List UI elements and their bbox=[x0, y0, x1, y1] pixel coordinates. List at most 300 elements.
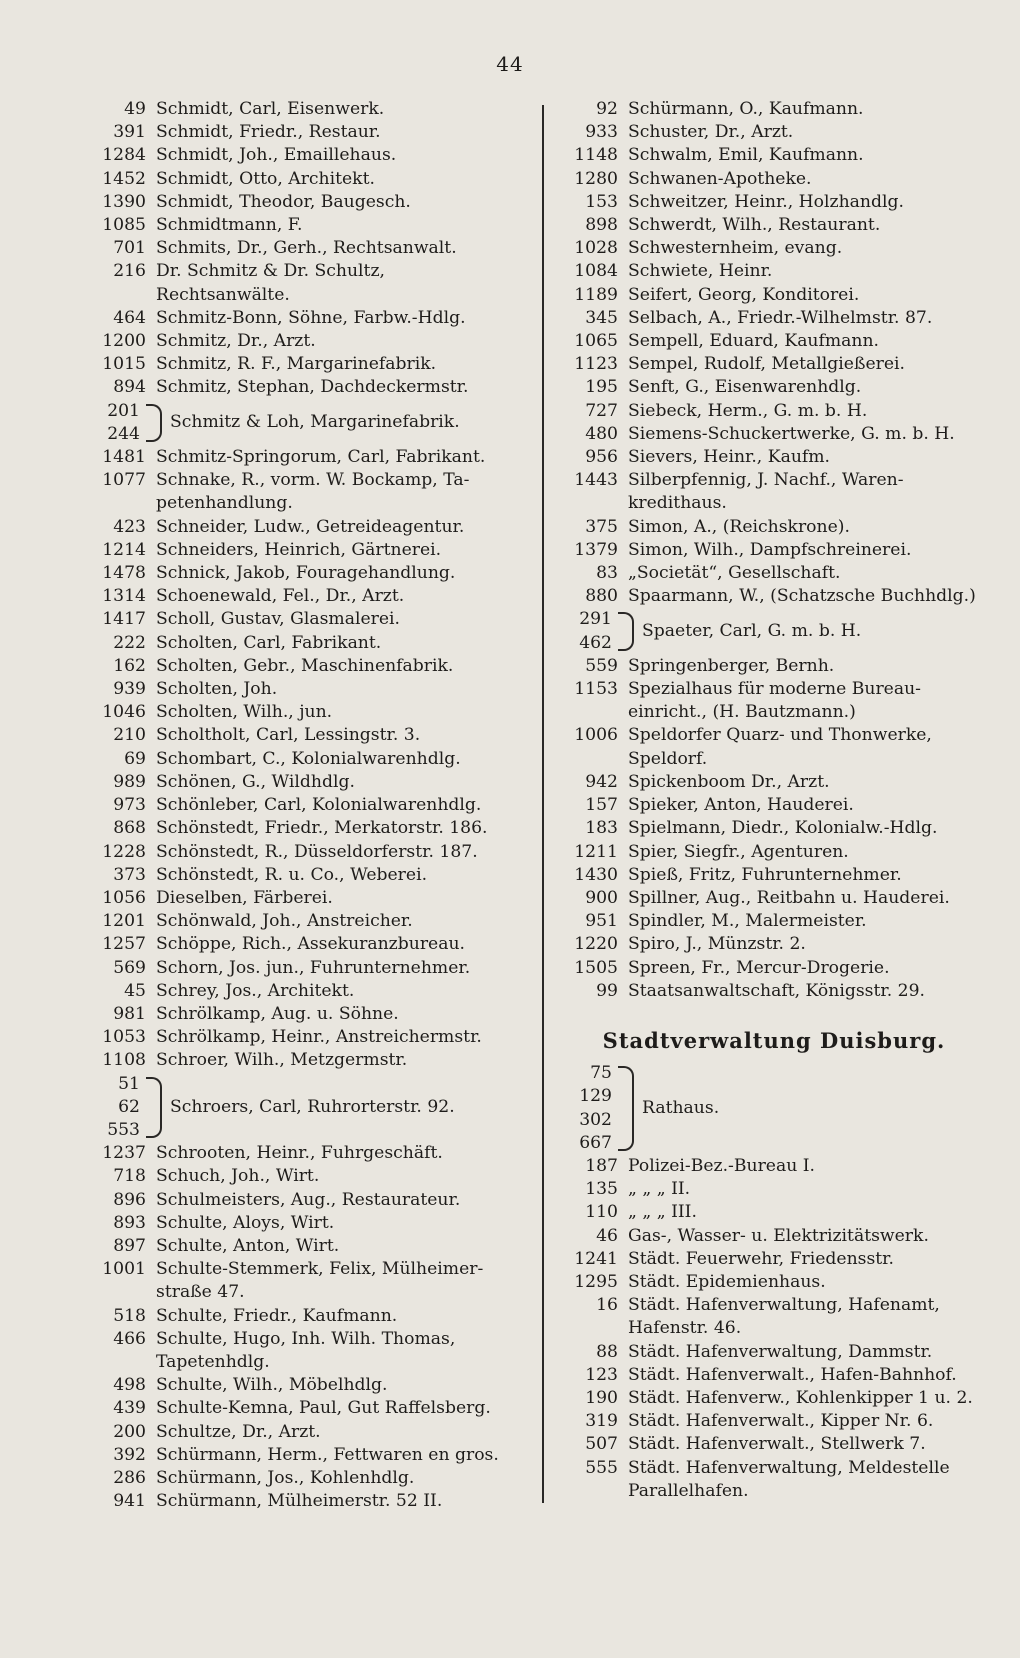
entry-number: 1228 bbox=[102, 841, 146, 862]
entry-number: 941 bbox=[113, 1491, 146, 1512]
entry-text: Spezialhaus für moderne Bureau- bbox=[628, 679, 921, 700]
entry bbox=[78, 655, 536, 678]
entry bbox=[78, 957, 536, 980]
entry-number: 1001 bbox=[102, 1259, 146, 1280]
entry bbox=[78, 585, 536, 608]
entry-number: 933 bbox=[585, 122, 618, 143]
entry-number: 701 bbox=[113, 238, 146, 259]
entry bbox=[550, 1178, 998, 1201]
entry-number: 1417 bbox=[102, 609, 146, 630]
entry-text: Schoenewald, Fel., Dr., Arzt. bbox=[156, 586, 405, 607]
entry-number: 507 bbox=[585, 1434, 618, 1455]
entry bbox=[550, 400, 998, 423]
entry-group bbox=[78, 1073, 536, 1143]
entry-number: 135 bbox=[585, 1179, 618, 1200]
entry bbox=[78, 168, 536, 191]
entry-number: 187 bbox=[585, 1155, 618, 1176]
entry-number: 1379 bbox=[574, 539, 618, 560]
entry-group bbox=[550, 1062, 998, 1155]
entry-text: „ „ „ II. bbox=[628, 1179, 691, 1200]
entry-text: Schwiete, Heinr. bbox=[628, 261, 773, 282]
entry-number: 49 bbox=[124, 99, 146, 119]
entry-text: Städt. Hafenverwalt., Stellwerk 7. bbox=[628, 1434, 926, 1455]
entry bbox=[550, 957, 998, 980]
entry-text: Schroers, Carl, Ruhrorterstr. 92. bbox=[170, 1096, 455, 1117]
entry-number: 989 bbox=[113, 771, 146, 792]
entry-number: 291 bbox=[579, 609, 612, 630]
entry-text: Schneider, Ludw., Getreideagentur. bbox=[156, 516, 465, 537]
entry bbox=[78, 817, 536, 840]
entry bbox=[550, 469, 998, 492]
entry-number: 88 bbox=[596, 1341, 618, 1362]
entry-text: Schrooten, Heinr., Fuhrgeschäft. bbox=[156, 1143, 443, 1164]
entry bbox=[78, 1397, 536, 1420]
entry-number: 62 bbox=[118, 1096, 140, 1117]
entry-number: 667 bbox=[579, 1132, 612, 1153]
entry-continuation: kredithaus. bbox=[628, 493, 727, 514]
entry bbox=[550, 446, 998, 469]
entry-number: 1085 bbox=[102, 215, 146, 236]
entry bbox=[550, 794, 998, 817]
entry-text: Städt. Hafenverw., Kohlenkipper 1 u. 2. bbox=[628, 1387, 973, 1408]
entry-text: Schuch, Joh., Wirt. bbox=[156, 1166, 320, 1187]
entry-number: 893 bbox=[113, 1212, 146, 1233]
entry-numbers bbox=[78, 400, 140, 446]
entry-number: 1046 bbox=[102, 702, 146, 723]
entry bbox=[550, 423, 998, 446]
entry-number: 518 bbox=[113, 1305, 146, 1326]
entry-number: 1084 bbox=[574, 261, 618, 282]
entry-text: Dieselben, Färberei. bbox=[156, 887, 333, 908]
entry bbox=[78, 887, 536, 910]
entry-number: 898 bbox=[585, 215, 618, 236]
entry-text: Schulte, Hugo, Inh. Wilh. Thomas, bbox=[156, 1328, 456, 1349]
entry bbox=[78, 1235, 536, 1258]
entry-text: Rathaus. bbox=[642, 1097, 720, 1118]
entry-text: Spaarmann, W., (Schatzsche Buchhdlg.) bbox=[628, 586, 976, 607]
entry-continuation: Parallelhafen. bbox=[628, 1480, 749, 1501]
entry-number: 1148 bbox=[574, 145, 618, 166]
entry-number: 1189 bbox=[574, 284, 618, 305]
entry bbox=[78, 1305, 536, 1328]
right-column-entries bbox=[550, 98, 998, 1003]
entry-number: 973 bbox=[113, 795, 146, 816]
entry bbox=[78, 376, 536, 399]
entry-text: Schmidt, Carl, Eisenwerk. bbox=[156, 99, 385, 119]
entry-text: Springenberger, Bernh. bbox=[628, 655, 835, 676]
entry-number: 1065 bbox=[574, 331, 618, 352]
entry-text: Siebeck, Herm., G. m. b. H. bbox=[628, 400, 868, 421]
entry-number: 195 bbox=[585, 377, 618, 398]
entry bbox=[78, 1165, 536, 1188]
entry-number: 1053 bbox=[102, 1027, 146, 1048]
entry-number: 1015 bbox=[102, 354, 146, 375]
entry-text: Schneiders, Heinrich, Gärtnerei. bbox=[156, 539, 442, 560]
entry bbox=[550, 376, 998, 399]
entry bbox=[78, 1328, 536, 1351]
entry bbox=[550, 1433, 998, 1456]
entry-text: Schönleber, Carl, Kolonialwarenhdlg. bbox=[156, 795, 482, 816]
entry-text: Schmits, Dr., Gerh., Rechtsanwalt. bbox=[156, 238, 457, 259]
entry bbox=[78, 214, 536, 237]
entry-text: Dr. Schmitz & Dr. Schultz, bbox=[156, 261, 385, 282]
entry-continuation: petenhandlung. bbox=[156, 493, 293, 514]
entry bbox=[550, 284, 998, 307]
entry-number: 92 bbox=[596, 99, 618, 119]
entry-text: Schulte-Kemna, Paul, Gut Raffelsberg. bbox=[156, 1398, 491, 1419]
entry bbox=[78, 260, 536, 283]
entry-number: 868 bbox=[113, 818, 146, 839]
entry-number: 939 bbox=[113, 679, 146, 700]
entry-number: 1478 bbox=[102, 563, 146, 584]
brace bbox=[146, 1077, 162, 1139]
entry bbox=[78, 98, 536, 121]
entry-number: 1314 bbox=[102, 586, 146, 607]
entry-text: Scholl, Gustav, Glasmalerei. bbox=[156, 609, 400, 630]
entry bbox=[78, 980, 536, 1003]
entry bbox=[78, 1189, 536, 1212]
brace bbox=[146, 404, 162, 442]
entry bbox=[550, 1201, 998, 1224]
entry-continuation: straße 47. bbox=[156, 1282, 245, 1303]
entry-text: Scholten, Wilh., jun. bbox=[156, 702, 333, 723]
entry-numbers bbox=[78, 1073, 140, 1143]
entry bbox=[550, 144, 998, 167]
brace bbox=[618, 1066, 634, 1151]
entry-number: 99 bbox=[596, 980, 618, 1001]
entry-text: Spiro, J., Münzstr. 2. bbox=[628, 934, 806, 955]
entry bbox=[78, 516, 536, 539]
entry bbox=[78, 1444, 536, 1467]
entry bbox=[78, 608, 536, 631]
entry-number: 69 bbox=[124, 748, 146, 769]
entry-number: 129 bbox=[579, 1086, 612, 1107]
entry-number: 1257 bbox=[102, 934, 146, 955]
entry-text: Schmidtmann, F. bbox=[156, 215, 303, 236]
entry-number: 956 bbox=[585, 447, 618, 468]
entry-text: Schmidt, Friedr., Restaur. bbox=[156, 122, 381, 143]
entry-text: Schmidt, Otto, Architekt. bbox=[156, 168, 375, 189]
entry-number: 900 bbox=[585, 887, 618, 908]
entry bbox=[78, 933, 536, 956]
entry-text: Schwanen-Apotheke. bbox=[628, 168, 812, 189]
entry bbox=[550, 353, 998, 376]
entry bbox=[550, 1457, 998, 1480]
entry-number: 553 bbox=[107, 1119, 140, 1140]
entry-text: Selbach, A., Friedr.-Wilhelmstr. 87. bbox=[628, 307, 933, 328]
entry-number: 1006 bbox=[574, 725, 618, 746]
entry bbox=[550, 1387, 998, 1410]
entry-text: Spielmann, Diedr., Kolonialw.-Hdlg. bbox=[628, 818, 938, 839]
entry-number: 45 bbox=[124, 980, 146, 1001]
entry-number: 286 bbox=[113, 1467, 146, 1488]
entry-text: Schwesternheim, evang. bbox=[628, 238, 843, 259]
left-column bbox=[78, 98, 536, 1513]
entry-text: Siemens-Schuckertwerke, G. m. b. H. bbox=[628, 423, 955, 444]
entry-number: 466 bbox=[113, 1328, 146, 1349]
entry-continuation: Hafenstr. 46. bbox=[628, 1318, 742, 1339]
entry-number: 75 bbox=[590, 1063, 612, 1084]
entry-text: Schmitz-Bonn, Söhne, Farbw.-Hdlg. bbox=[156, 307, 466, 328]
entry bbox=[550, 980, 998, 1003]
entry-number: 1481 bbox=[102, 447, 146, 468]
entry-text: Schönstedt, R. u. Co., Weberei. bbox=[156, 864, 428, 885]
entry-text: Scholten, Carl, Fabrikant. bbox=[156, 632, 382, 653]
section-heading: Stadtverwaltung Duisburg. bbox=[602, 1027, 946, 1053]
column-divider bbox=[542, 105, 544, 1503]
entry-number: 1201 bbox=[102, 911, 146, 932]
entry bbox=[78, 748, 536, 771]
entry-text: Spindler, M., Malermeister. bbox=[628, 911, 867, 932]
entry bbox=[550, 562, 998, 585]
entry bbox=[78, 307, 536, 330]
entry-number: 464 bbox=[113, 307, 146, 328]
entry bbox=[78, 1212, 536, 1235]
entry-number: 123 bbox=[585, 1364, 618, 1385]
entry bbox=[550, 191, 998, 214]
entry bbox=[78, 562, 536, 585]
entry bbox=[550, 214, 998, 237]
entry-text: Schmitz & Loh, Margarinefabrik. bbox=[170, 412, 460, 433]
entry-number: 1056 bbox=[102, 887, 146, 908]
entry bbox=[550, 1410, 998, 1433]
entry-text: Schultze, Dr., Arzt. bbox=[156, 1421, 321, 1442]
entry bbox=[78, 701, 536, 724]
entry-number: 345 bbox=[585, 307, 618, 328]
entry-text: „ „ „ III. bbox=[628, 1202, 697, 1223]
entry-text: Schönen, G., Wildhdlg. bbox=[156, 771, 355, 792]
entry-text: Scholten, Joh. bbox=[156, 679, 278, 700]
entry-text: Senft, G., Eisenwarenhdlg. bbox=[628, 377, 862, 398]
entry bbox=[78, 1049, 536, 1072]
entry-number: 1211 bbox=[574, 841, 618, 862]
entry-text: Simon, A., (Reichskrone). bbox=[628, 516, 850, 537]
entry-number: 1430 bbox=[574, 864, 618, 885]
entry-text: Schönstedt, Friedr., Merkatorstr. 186. bbox=[156, 818, 488, 839]
entry bbox=[78, 1026, 536, 1049]
entry-number: 46 bbox=[596, 1225, 618, 1246]
entry-numbers bbox=[550, 1062, 612, 1155]
entry-number: 480 bbox=[585, 423, 618, 444]
entry-number: 718 bbox=[113, 1166, 146, 1187]
entry bbox=[550, 678, 998, 701]
entry-number: 162 bbox=[113, 655, 146, 676]
entry-text: Spier, Siegfr., Agenturen. bbox=[628, 841, 849, 862]
entry-number: 559 bbox=[585, 655, 618, 676]
entry-text: Spieß, Fritz, Fuhrunternehmer. bbox=[628, 864, 902, 885]
entry-text: Sempell, Eduard, Kaufmann. bbox=[628, 331, 880, 352]
entry bbox=[550, 516, 998, 539]
entry bbox=[550, 121, 998, 144]
entry-number: 392 bbox=[113, 1444, 146, 1465]
entry bbox=[550, 1248, 998, 1271]
entry-number: 1284 bbox=[102, 145, 146, 166]
entry-number: 373 bbox=[113, 864, 146, 885]
entry bbox=[550, 168, 998, 191]
entry-number: 157 bbox=[585, 795, 618, 816]
entry-number: 951 bbox=[585, 911, 618, 932]
entry-number: 894 bbox=[113, 377, 146, 398]
entry bbox=[78, 330, 536, 353]
entry-number: 1241 bbox=[574, 1248, 618, 1269]
entry-number: 1443 bbox=[574, 470, 618, 491]
entry-numbers bbox=[550, 608, 612, 654]
entry-text: Scholtholt, Carl, Lessingstr. 3. bbox=[156, 725, 421, 746]
entry bbox=[550, 841, 998, 864]
entry-text: Spickenboom Dr., Arzt. bbox=[628, 771, 830, 792]
entry-text: „Societät“, Gesellschaft. bbox=[628, 563, 841, 584]
entry-number: 1220 bbox=[574, 934, 618, 955]
entry bbox=[550, 655, 998, 678]
entry-text: Schombart, C., Kolonialwarenhdlg. bbox=[156, 748, 461, 769]
entry-text: Schulte, Wilh., Möbelhdlg. bbox=[156, 1375, 388, 1396]
entry-number: 1077 bbox=[102, 470, 146, 491]
entry-text: Schorn, Jos. jun., Fuhrunternehmer. bbox=[156, 957, 471, 978]
entry-text: Städt. Feuerwehr, Friedensstr. bbox=[628, 1248, 894, 1269]
entry bbox=[78, 794, 536, 817]
entry-text: Gas-, Wasser- u. Elektrizitätswerk. bbox=[628, 1225, 929, 1246]
entry-text: Seifert, Georg, Konditorei. bbox=[628, 284, 860, 305]
entry bbox=[550, 585, 998, 608]
entry-number: 462 bbox=[579, 632, 612, 653]
entry-text: Schmidt, Theodor, Baugesch. bbox=[156, 191, 411, 212]
entry-text: Schürmann, Herm., Fettwaren en gros. bbox=[156, 1444, 499, 1465]
entry bbox=[78, 864, 536, 887]
entry bbox=[78, 724, 536, 747]
entry-group bbox=[78, 400, 536, 446]
entry-text: Städt. Epidemienhaus. bbox=[628, 1271, 826, 1292]
entry-text: Schmitz-Springorum, Carl, Fabrikant. bbox=[156, 447, 486, 468]
entry bbox=[78, 446, 536, 469]
entry-number: 216 bbox=[113, 261, 146, 282]
entry-number: 375 bbox=[585, 516, 618, 537]
entry-number: 1280 bbox=[574, 168, 618, 189]
entry-number: 51 bbox=[118, 1073, 140, 1094]
entry bbox=[550, 933, 998, 956]
entry-number: 1153 bbox=[574, 679, 618, 700]
entry bbox=[78, 1003, 536, 1026]
entry-text: Scholten, Gebr., Maschinenfabrik. bbox=[156, 655, 454, 676]
entry-text: Schürmann, O., Kaufmann. bbox=[628, 99, 864, 119]
entry-number: 201 bbox=[107, 400, 140, 421]
entry-number: 569 bbox=[113, 957, 146, 978]
entry-number: 1390 bbox=[102, 191, 146, 212]
entry bbox=[78, 1142, 536, 1165]
entry bbox=[78, 144, 536, 167]
entry bbox=[550, 1155, 998, 1178]
entry-text: Silberpfennig, J. Nachf., Waren- bbox=[628, 470, 904, 491]
entry-number: 1452 bbox=[102, 168, 146, 189]
entry-text: Schürmann, Jos., Kohlenhdlg. bbox=[156, 1467, 415, 1488]
right-column bbox=[550, 98, 998, 1503]
entry bbox=[550, 724, 998, 747]
entry-number: 83 bbox=[596, 563, 618, 584]
entry-text: Schulte, Aloys, Wirt. bbox=[156, 1212, 335, 1233]
entry bbox=[78, 539, 536, 562]
entry bbox=[550, 539, 998, 562]
entry-number: 1123 bbox=[574, 354, 618, 375]
entry-number: 1295 bbox=[574, 1271, 618, 1292]
entry-text: Städt. Hafenverwaltung, Dammstr. bbox=[628, 1341, 933, 1362]
entry-text: Spaeter, Carl, G. m. b. H. bbox=[642, 621, 862, 642]
entry-number: 1237 bbox=[102, 1143, 146, 1164]
entry bbox=[550, 98, 998, 121]
entry bbox=[78, 632, 536, 655]
entry-group bbox=[550, 608, 998, 654]
entry bbox=[78, 1258, 536, 1281]
entry-continuation: Tapetenhdlg. bbox=[156, 1351, 270, 1372]
page-number: 44 bbox=[496, 52, 524, 76]
entry-number: 391 bbox=[113, 122, 146, 143]
entry-number: 423 bbox=[113, 516, 146, 537]
entry-number: 1108 bbox=[102, 1050, 146, 1071]
entry bbox=[78, 910, 536, 933]
brace bbox=[618, 612, 634, 650]
entry-text: Schmitz, Stephan, Dachdeckermstr. bbox=[156, 377, 469, 398]
entry-number: 498 bbox=[113, 1375, 146, 1396]
entry-text: Speldorfer Quarz- und Thonwerke, bbox=[628, 725, 932, 746]
entry bbox=[78, 191, 536, 214]
entry bbox=[550, 817, 998, 840]
entry bbox=[78, 1421, 536, 1444]
entry-text: Schwalm, Emil, Kaufmann. bbox=[628, 145, 864, 166]
entry bbox=[550, 330, 998, 353]
entry-text: Städt. Hafenverwaltung, Meldestelle bbox=[628, 1457, 950, 1478]
entry-text: Schulte-Stemmerk, Felix, Mülheimer- bbox=[156, 1259, 484, 1280]
entry bbox=[550, 1364, 998, 1387]
entry bbox=[550, 237, 998, 260]
entry bbox=[78, 1374, 536, 1397]
entry bbox=[550, 887, 998, 910]
entry-text: Städt. Hafenverwaltung, Hafenamt, bbox=[628, 1295, 940, 1316]
entry-number: 222 bbox=[113, 632, 146, 653]
entry-number: 942 bbox=[585, 771, 618, 792]
entry-text: Sempel, Rudolf, Metallgießerei. bbox=[628, 354, 905, 375]
entry bbox=[78, 121, 536, 144]
entry bbox=[78, 1490, 536, 1513]
entry-text: Schönwald, Joh., Anstreicher. bbox=[156, 911, 413, 932]
entry-text: Schrölkamp, Heinr., Anstreichermstr. bbox=[156, 1027, 482, 1048]
entry-text: Schnake, R., vorm. W. Bockamp, Ta- bbox=[156, 470, 470, 491]
entry-text: Schöppe, Rich., Assekuranzbureau. bbox=[156, 934, 465, 955]
entry bbox=[550, 1271, 998, 1294]
entry-number: 727 bbox=[585, 400, 618, 421]
entry bbox=[550, 260, 998, 283]
entry bbox=[78, 1467, 536, 1490]
entry-number: 153 bbox=[585, 191, 618, 212]
entry bbox=[550, 1341, 998, 1364]
entry-text: Schrölkamp, Aug. u. Söhne. bbox=[156, 1003, 399, 1024]
entry-continuation: einricht., (H. Bautzmann.) bbox=[628, 702, 856, 723]
entry-text: Sievers, Heinr., Kaufm. bbox=[628, 447, 831, 468]
entry-text: Schürmann, Mülheimerstr. 52 II. bbox=[156, 1491, 443, 1512]
entry-number: 183 bbox=[585, 818, 618, 839]
entry-number: 897 bbox=[113, 1235, 146, 1256]
entry-number: 200 bbox=[113, 1421, 146, 1442]
entry-text: Spieker, Anton, Hauderei. bbox=[628, 795, 854, 816]
entry-number: 1214 bbox=[102, 539, 146, 560]
entry-text: Schulte, Friedr., Kaufmann. bbox=[156, 1305, 398, 1326]
entry-number: 210 bbox=[113, 725, 146, 746]
entry-number: 555 bbox=[585, 1457, 618, 1478]
entry-text: Schulmeisters, Aug., Restaurateur. bbox=[156, 1189, 461, 1210]
entry bbox=[78, 469, 536, 492]
entry-text: Schmidt, Joh., Emaillehaus. bbox=[156, 145, 397, 166]
entry-number: 319 bbox=[585, 1411, 618, 1432]
entry-text: Schrey, Jos., Architekt. bbox=[156, 980, 355, 1001]
entry-text: Schroer, Wilh., Metzgermstr. bbox=[156, 1050, 408, 1071]
entry bbox=[550, 1225, 998, 1248]
